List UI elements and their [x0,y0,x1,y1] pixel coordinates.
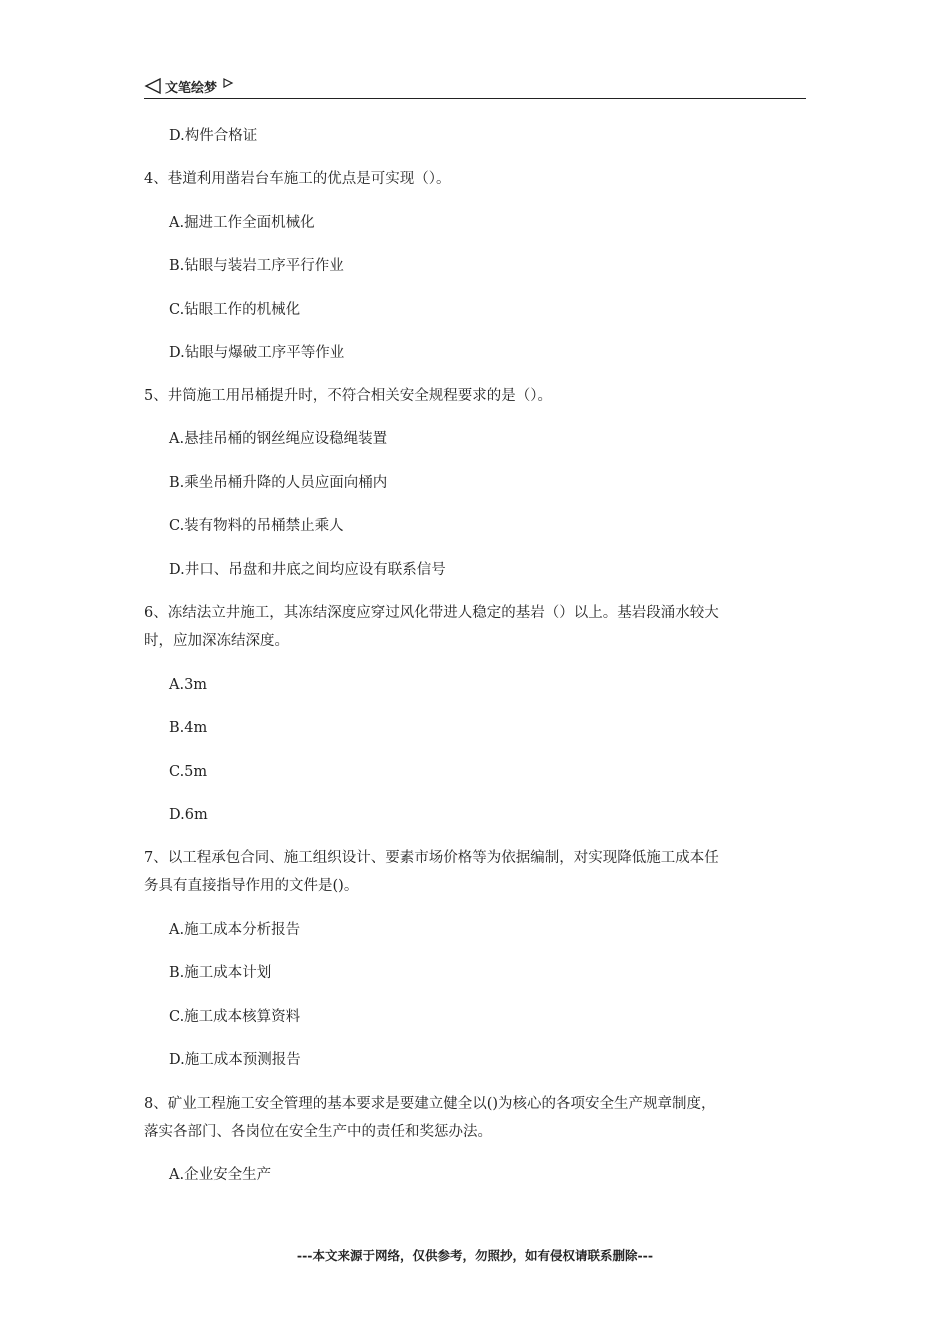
option-q5-b: B.乘坐吊桶升降的人员应面向桶内 [169,475,388,491]
page-header [144,74,806,99]
triangle-right-icon [222,77,234,89]
footer-disclaimer: ---本文来源于网络，仅供参考，勿照抄，如有侵权请联系删除--- [296,1248,654,1263]
question-7-line-1: 7、以工程承包合同、施工组织设计、要素市场价格等为依据编制，对实现降低施工成本任 [144,850,719,866]
question-8-line-1: 8、矿业工程施工安全管理的基本要求是要建立健全以()为核心的各项安全生产规章制度， [144,1096,716,1112]
question-4: 4、巷道利用凿岩台车施工的优点是可实现（）。 [144,171,451,187]
option-q5-c: C.装有物料的吊桶禁止乘人 [169,518,344,534]
option-q6-d: D.6m [169,807,208,823]
question-5: 5、井筒施工用吊桶提升时，不符合相关安全规程要求的是（）。 [144,388,552,404]
option-q4-b: B.钻眼与装岩工序平行作业 [169,258,344,274]
option-q6-c: C.5m [169,764,208,780]
question-8-line-2: 落实各部门、各岗位在安全生产中的责任和奖惩办法。 [144,1124,492,1140]
triangle-left-icon [144,77,162,95]
option-q3-d: D.构件合格证 [169,128,258,144]
option-q5-d: D.井口、吊盘和井底之间均应设有联系信号 [169,562,446,578]
option-q7-b: B.施工成本计划 [169,965,272,981]
option-q8-a: A.企业安全生产 [169,1167,272,1183]
option-q4-d: D.钻眼与爆破工序平等作业 [169,345,345,361]
option-q7-c: C.施工成本核算资料 [169,1009,301,1025]
question-6-line-1: 6、冻结法立井施工，其冻结深度应穿过风化带进人稳定的基岩（）以上。基岩段涌水较大 [144,605,719,621]
option-q6-a: A.3m [169,677,208,693]
option-q5-a: A.悬挂吊桶的钢丝绳应设稳绳装置 [169,431,388,447]
question-6-line-2: 时，应加深冻结深度。 [144,633,289,649]
option-q7-d: D.施工成本预测报告 [169,1052,301,1068]
option-q4-a: A.掘进工作全面机械化 [169,215,315,231]
option-q7-a: A.施工成本分析报告 [169,922,301,938]
option-q6-b: B.4m [169,720,208,736]
option-q4-c: C.钻眼工作的机械化 [169,302,301,318]
header-title: 文笔绘梦 [165,80,218,96]
question-7-line-2: 务具有直接指导作用的文件是()。 [144,878,359,894]
